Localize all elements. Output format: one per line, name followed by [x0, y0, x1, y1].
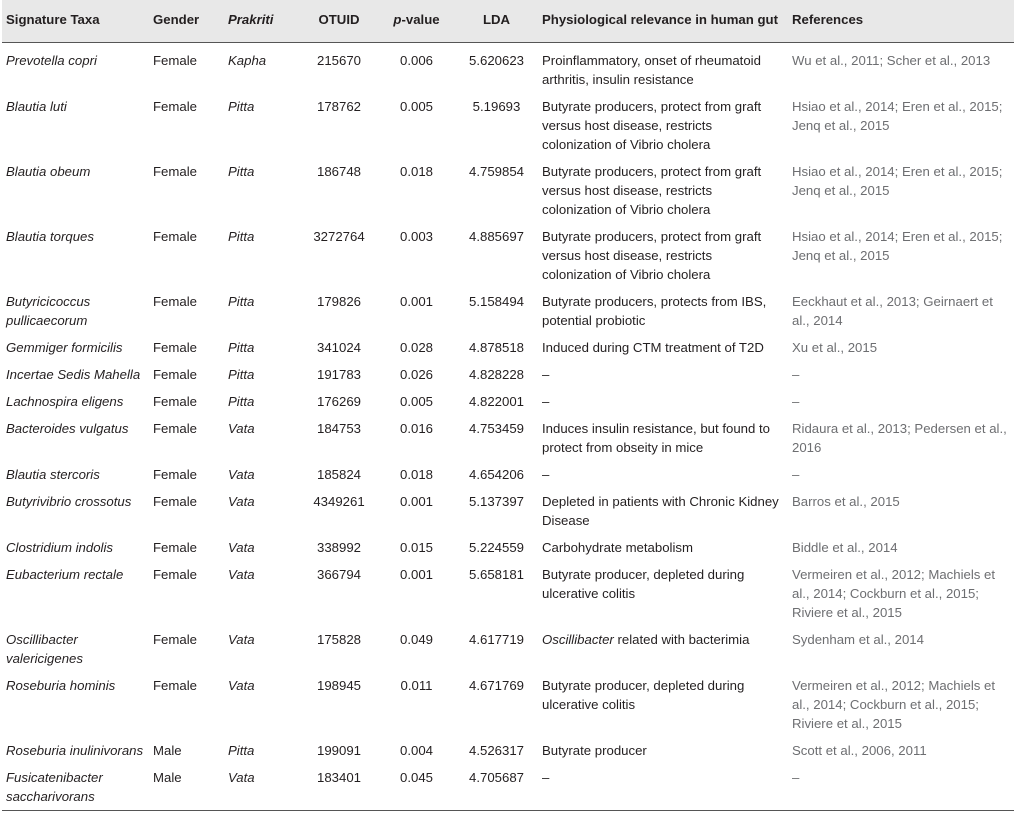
relevance-cell: Butyrate producer	[542, 742, 647, 758]
prakriti-cell: Vata	[228, 631, 255, 647]
references-cell: Biddle et al., 2014	[792, 539, 898, 555]
gender-cell: Female	[153, 293, 197, 309]
table-row	[2, 93, 1014, 158]
p-value-cell: 0.028	[399, 339, 433, 355]
lda-cell: 4.828228	[468, 366, 524, 382]
prakriti-cell: Vata	[228, 566, 255, 582]
prakriti-cell: Vata	[228, 466, 255, 482]
header-p-value: p-value	[393, 12, 440, 27]
gender-cell: Female	[153, 466, 197, 482]
references-cell: Barros et al., 2015	[792, 493, 900, 509]
taxa-cell: Oscillibacter valericigenes	[6, 631, 83, 666]
header-physiological-relevance: Physiological relevance in human gut	[542, 12, 778, 27]
references-cell: Vermeiren et al., 2012; Machiels et al., 2014; Cockburn et al., 2015; Riviere et al., 2015	[792, 677, 996, 731]
table-row	[2, 461, 1014, 488]
gender-cell: Female	[153, 163, 197, 179]
relevance-text: related with bacterimia	[613, 631, 750, 647]
references-cell: –	[788, 764, 1014, 811]
references-cell: Hsiao et al., 2014; Eren et al., 2015; Jenq et al., 2015	[792, 163, 1003, 198]
relevance-cell: –	[542, 466, 550, 482]
table-row	[2, 388, 1014, 415]
references-cell: Wu et al., 2011; Scher et al., 2013	[788, 42, 1014, 93]
relevance-cell: Butyrate producers, protect from graft versus host disease, restricts colonization of Vibrio cholera	[542, 98, 762, 152]
table-row	[2, 288, 1014, 334]
taxa-cell: Incertae Sedis Mahella	[6, 366, 141, 382]
p-value-cell: 0.005	[399, 393, 433, 409]
taxa-cell: Blautia obeum	[6, 163, 91, 179]
p-value-cell: 0.004	[399, 742, 433, 758]
otuid-cell: 366794	[316, 566, 361, 582]
taxa-cell: Bacteroides vulgatus	[6, 420, 129, 436]
otuid-cell: 198945	[316, 677, 361, 693]
prakriti-cell: Kapha	[224, 42, 300, 93]
references-cell: Eeckhaut et al., 2013; Geirnaert et al., 2014	[792, 293, 993, 328]
relevance-cell: Butyrate producers, protects from IBS, potential probiotic	[542, 293, 767, 328]
table-row	[2, 561, 1014, 626]
otuid-cell: 176269	[316, 393, 361, 409]
taxa-cell: Roseburia hominis	[6, 677, 116, 693]
header-references: References	[792, 12, 864, 27]
otuid-cell: 199091	[316, 742, 361, 758]
p-value-cell: 0.026	[399, 366, 433, 382]
header-lda: LDA	[482, 12, 511, 27]
lda-cell: 4.822001	[468, 393, 524, 409]
table-header-row	[2, 0, 1014, 42]
otuid-cell: 179826	[316, 293, 361, 309]
relevance-cell: –	[542, 366, 550, 382]
lda-cell: 5.658181	[468, 566, 524, 582]
prakriti-cell: Pitta	[228, 742, 255, 758]
relevance-cell: Butyrate producer, depleted during ulcerative colitis	[542, 566, 745, 601]
p-value-cell: 0.049	[399, 631, 433, 647]
p-value-cell: 0.045	[378, 764, 455, 811]
lda-cell: 5.620623	[455, 42, 538, 93]
prakriti-cell: Pitta	[228, 163, 255, 179]
relevance-cell	[538, 626, 788, 672]
relevance-cell: Induces insulin resistance, but found to protect from obseity in mice	[542, 420, 770, 455]
prakriti-cell: Vata	[228, 539, 255, 555]
lda-cell: 5.224559	[468, 539, 524, 555]
references-cell: –	[792, 366, 800, 382]
taxa-cell: Gemmiger formicilis	[6, 339, 123, 355]
taxa-cell: Clostridium indolis	[6, 539, 114, 555]
header-prakriti: Prakriti	[228, 12, 274, 27]
otuid-cell: 191783	[316, 366, 361, 382]
relevance-cell: Carbohydrate metabolism	[542, 539, 693, 555]
relevance-cell: –	[538, 764, 788, 811]
taxa-cell: Butyricicoccus pullicaecorum	[6, 293, 91, 328]
prakriti-cell: Vata	[228, 493, 255, 509]
p-value-cell: 0.005	[399, 98, 433, 114]
prakriti-cell: Pitta	[228, 366, 255, 382]
p-value-cell: 0.003	[399, 228, 433, 244]
lda-cell: 4.878518	[468, 339, 524, 355]
lda-cell: 4.654206	[468, 466, 524, 482]
otuid-cell: 4349261	[313, 493, 365, 509]
lda-cell: 4.671769	[468, 677, 524, 693]
p-value-cell: 0.006	[378, 42, 455, 93]
p-value-cell: 0.015	[399, 539, 433, 555]
taxa-cell: Lachnospira eligens	[6, 393, 124, 409]
otuid-cell: 215670	[300, 42, 378, 93]
references-cell: –	[792, 466, 800, 482]
lda-cell: 5.19693	[472, 98, 521, 114]
taxa-cell: Roseburia inulinivorans	[6, 742, 144, 758]
prakriti-cell: Pitta	[228, 393, 255, 409]
references-cell: Hsiao et al., 2014; Eren et al., 2015; Jenq et al., 2015	[792, 228, 1003, 263]
p-value-cell: 0.018	[399, 163, 433, 179]
lda-cell: 5.137397	[468, 493, 524, 509]
table-row	[2, 334, 1014, 361]
header-signature-taxa: Signature Taxa	[6, 12, 100, 27]
taxa-table	[2, 0, 1014, 811]
prakriti-cell: Pitta	[228, 339, 255, 355]
table-row	[2, 415, 1014, 461]
gender-cell: Female	[149, 42, 224, 93]
header-otuid: OTUID	[318, 12, 360, 27]
gender-cell: Female	[153, 228, 197, 244]
gender-cell: Female	[153, 566, 197, 582]
lda-cell: 4.705687	[455, 764, 538, 811]
taxa-cell: Butyrivibrio crossotus	[6, 493, 132, 509]
relevance-italic-text: Oscillibacter	[542, 631, 614, 647]
otuid-cell: 3272764	[313, 228, 365, 244]
table-row	[2, 672, 1014, 737]
gender-cell: Male	[153, 742, 182, 758]
otuid-cell: 184753	[316, 420, 361, 436]
otuid-cell: 341024	[316, 339, 361, 355]
lda-cell: 5.158494	[468, 293, 524, 309]
gender-cell: Female	[153, 539, 197, 555]
taxa-cell: Blautia torques	[6, 228, 94, 244]
p-value-cell: 0.001	[399, 293, 433, 309]
lda-cell: 4.526317	[468, 742, 524, 758]
references-cell: Ridaura et al., 2013; Pedersen et al., 2016	[792, 420, 1007, 455]
references-cell: Sydenham et al., 2014	[792, 631, 924, 647]
references-cell: Vermeiren et al., 2012; Machiels et al., 2014; Cockburn et al., 2015; Riviere et al., 2015	[792, 566, 996, 620]
otuid-cell: 185824	[316, 466, 361, 482]
prakriti-cell: Pitta	[228, 228, 255, 244]
table-row	[2, 534, 1014, 561]
table-row	[2, 764, 1014, 811]
lda-cell: 4.759854	[468, 163, 524, 179]
references-cell: –	[792, 393, 800, 409]
taxa-cell: Blautia stercoris	[6, 466, 100, 482]
relevance-cell: Induced during CTM treatment of T2D	[542, 339, 764, 355]
relevance-cell: Butyrate producers, protect from graft versus host disease, restricts colonization of Vibrio cholera	[542, 228, 762, 282]
prakriti-cell: Pitta	[228, 98, 255, 114]
table-row	[2, 626, 1014, 672]
otuid-cell: 186748	[316, 163, 361, 179]
otuid-cell: 175828	[316, 631, 361, 647]
p-value-cell: 0.001	[399, 493, 433, 509]
references-cell: Hsiao et al., 2014; Eren et al., 2015; Jenq et al., 2015	[792, 98, 1003, 133]
table-row	[2, 737, 1014, 764]
otuid-cell: 183401	[300, 764, 378, 811]
gender-cell: Female	[153, 631, 197, 647]
table-row	[2, 488, 1014, 534]
references-cell: Scott et al., 2006, 2011	[792, 742, 927, 758]
taxa-cell: Fusicatenibacter saccharivorans	[2, 764, 149, 811]
prakriti-cell: Pitta	[228, 293, 255, 309]
otuid-cell: 338992	[316, 539, 361, 555]
prakriti-cell: Vata	[228, 677, 255, 693]
taxa-cell: Prevotella copri	[2, 42, 149, 93]
gender-cell: Female	[153, 98, 197, 114]
table-row	[2, 361, 1014, 388]
table-row	[2, 42, 1014, 93]
prakriti-cell: Vata	[228, 420, 255, 436]
gender-cell: Male	[149, 764, 224, 811]
p-value-cell: 0.016	[399, 420, 433, 436]
gender-cell: Female	[153, 393, 197, 409]
gender-cell: Female	[153, 366, 197, 382]
header-gender: Gender	[153, 12, 200, 27]
gender-cell: Female	[153, 339, 197, 355]
gender-cell: Female	[153, 493, 197, 509]
references-cell: Xu et al., 2015	[792, 339, 878, 355]
p-value-cell: 0.011	[400, 677, 433, 693]
relevance-cell: Depleted in patients with Chronic Kidney Disease	[542, 493, 779, 528]
table-row	[2, 223, 1014, 288]
lda-cell: 4.617719	[468, 631, 524, 647]
taxa-cell: Blautia luti	[6, 98, 67, 114]
p-value-cell: 0.001	[399, 566, 433, 582]
relevance-cell: Butyrate producers, protect from graft versus host disease, restricts colonization of Vibrio cholera	[542, 163, 762, 217]
relevance-cell: Proinflammatory, onset of rheumatoid arthritis, insulin resistance	[538, 42, 788, 93]
p-value-cell: 0.018	[399, 466, 433, 482]
lda-cell: 4.885697	[468, 228, 524, 244]
relevance-cell: Butyrate producer, depleted during ulcerative colitis	[542, 677, 745, 712]
taxa-cell: Eubacterium rectale	[6, 566, 124, 582]
gender-cell: Female	[153, 420, 197, 436]
prakriti-cell: Vata	[224, 764, 300, 811]
gender-cell: Female	[153, 677, 197, 693]
table-row	[2, 158, 1014, 223]
relevance-cell: –	[542, 393, 550, 409]
otuid-cell: 178762	[316, 98, 361, 114]
lda-cell: 4.753459	[468, 420, 524, 436]
